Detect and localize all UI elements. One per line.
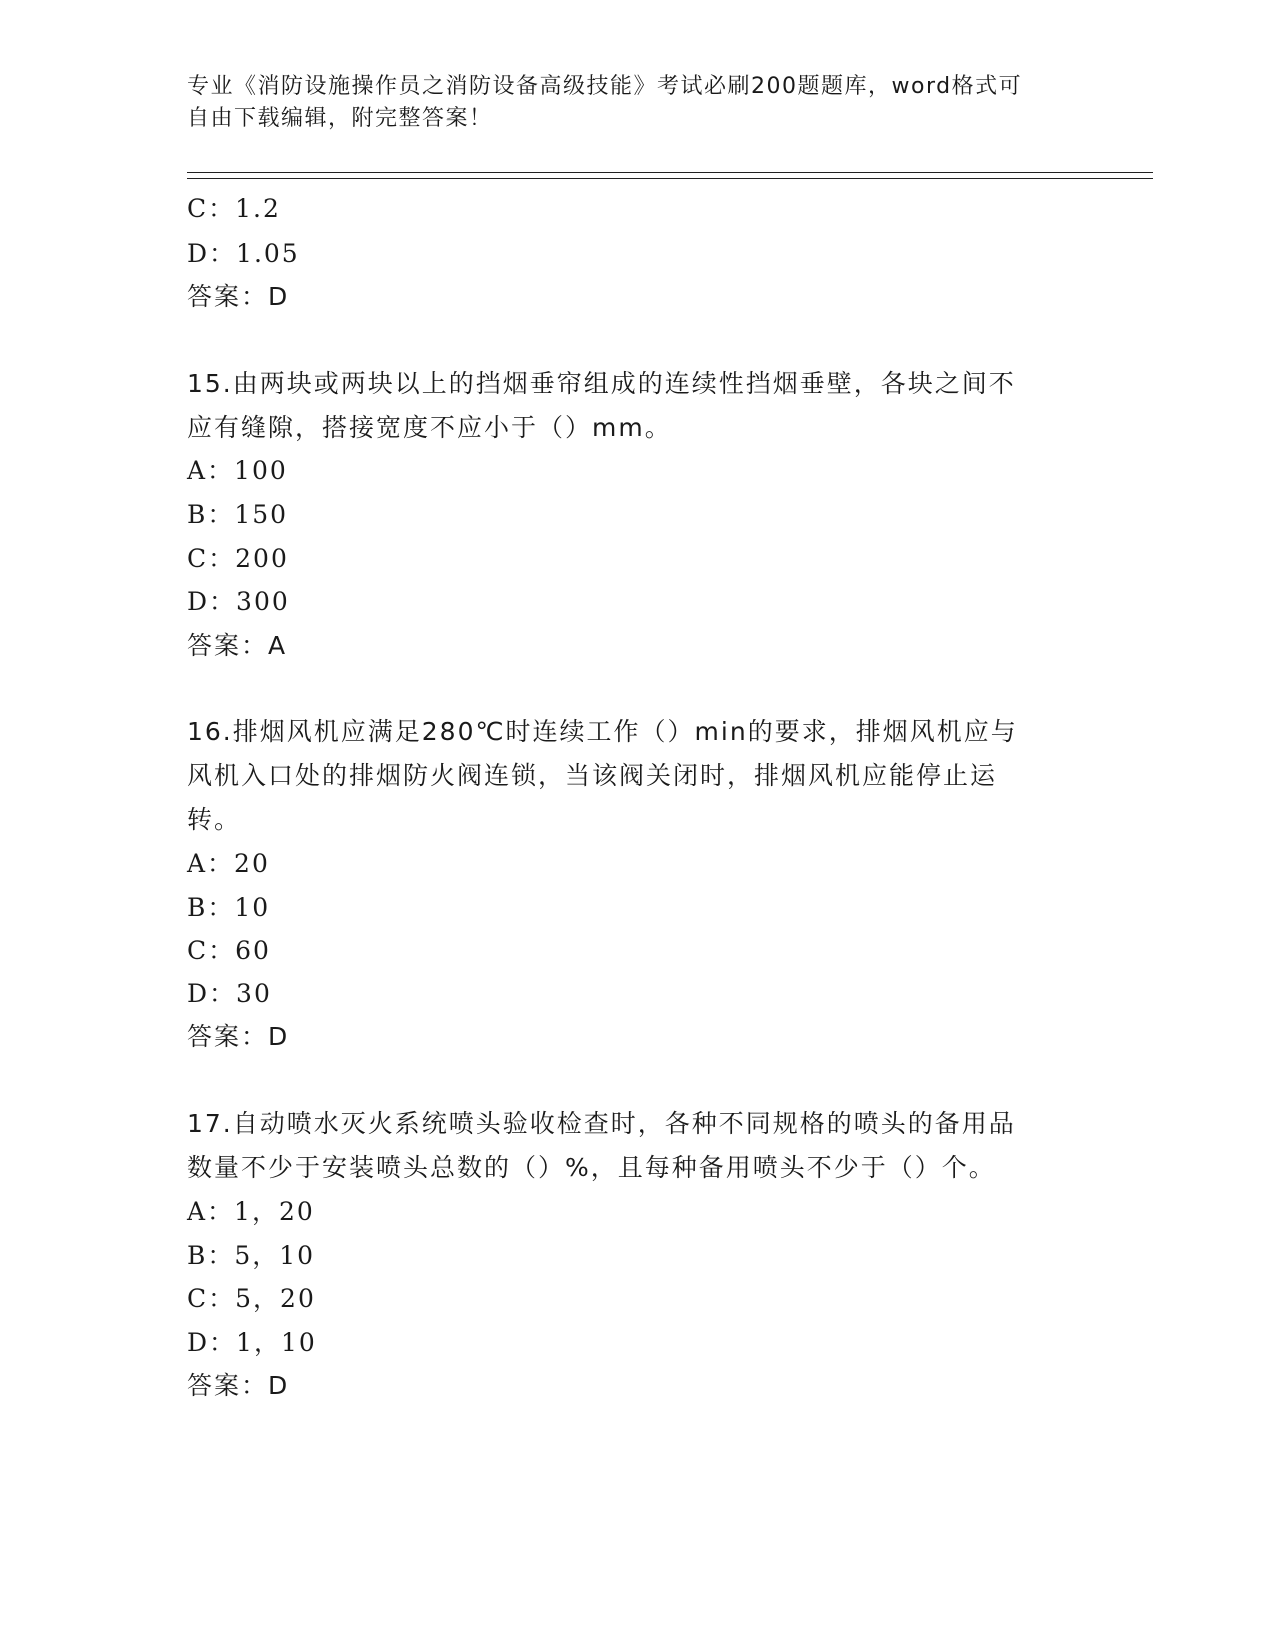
answer: 答案：A [187,631,288,660]
answer: 答案：D [187,1022,290,1051]
question-stem-line: 17.自动喷水灭火系统喷头验收检查时，各种不同规格的喷头的备用品 [187,1109,1016,1138]
option-a: A：20 [187,849,270,878]
question-stem-line: 转。 [187,805,242,834]
prev-option-c: C：1.2 [187,194,281,223]
question-stem-line: 风机入口处的排烟防火阀连锁，当该阀关闭时，排烟风机应能停止运 [187,761,998,790]
option-a: A：100 [187,456,288,485]
prev-option-d: D：1.05 [187,239,300,268]
option-c: C：5，20 [187,1284,316,1313]
header-rule-bottom [187,178,1153,179]
question-stem-line: 应有缝隙，搭接宽度不应小于（）mm。 [187,413,672,442]
answer: 答案：D [187,1371,290,1400]
option-d: D：300 [187,587,290,616]
question-stem-line: 15.由两块或两块以上的挡烟垂帘组成的连续性挡烟垂壁，各块之间不 [187,369,1016,398]
option-d: D：1，10 [187,1328,317,1357]
prev-answer: 答案：D [187,282,290,311]
header-rule-top [187,172,1153,173]
option-b: B：5，10 [187,1241,316,1270]
question-stem-line: 数量不少于安装喷头总数的（）%，且每种备用喷头不少于（）个。 [187,1153,996,1182]
header-title-line-1: 专业《消防设施操作员之消防设备高级技能》考试必刷200题题库，word格式可 [187,74,1023,99]
header-title-line-2: 自由下载编辑，附完整答案！ [187,106,493,131]
option-c: C：60 [187,936,271,965]
option-c: C：200 [187,544,289,573]
option-b: B：10 [187,893,271,922]
question-stem-line: 16.排烟风机应满足280℃时连续工作（）min的要求，排烟风机应与 [187,717,1018,746]
option-b: B：150 [187,500,289,529]
option-d: D：30 [187,979,272,1008]
option-a: A：1，20 [187,1197,315,1226]
